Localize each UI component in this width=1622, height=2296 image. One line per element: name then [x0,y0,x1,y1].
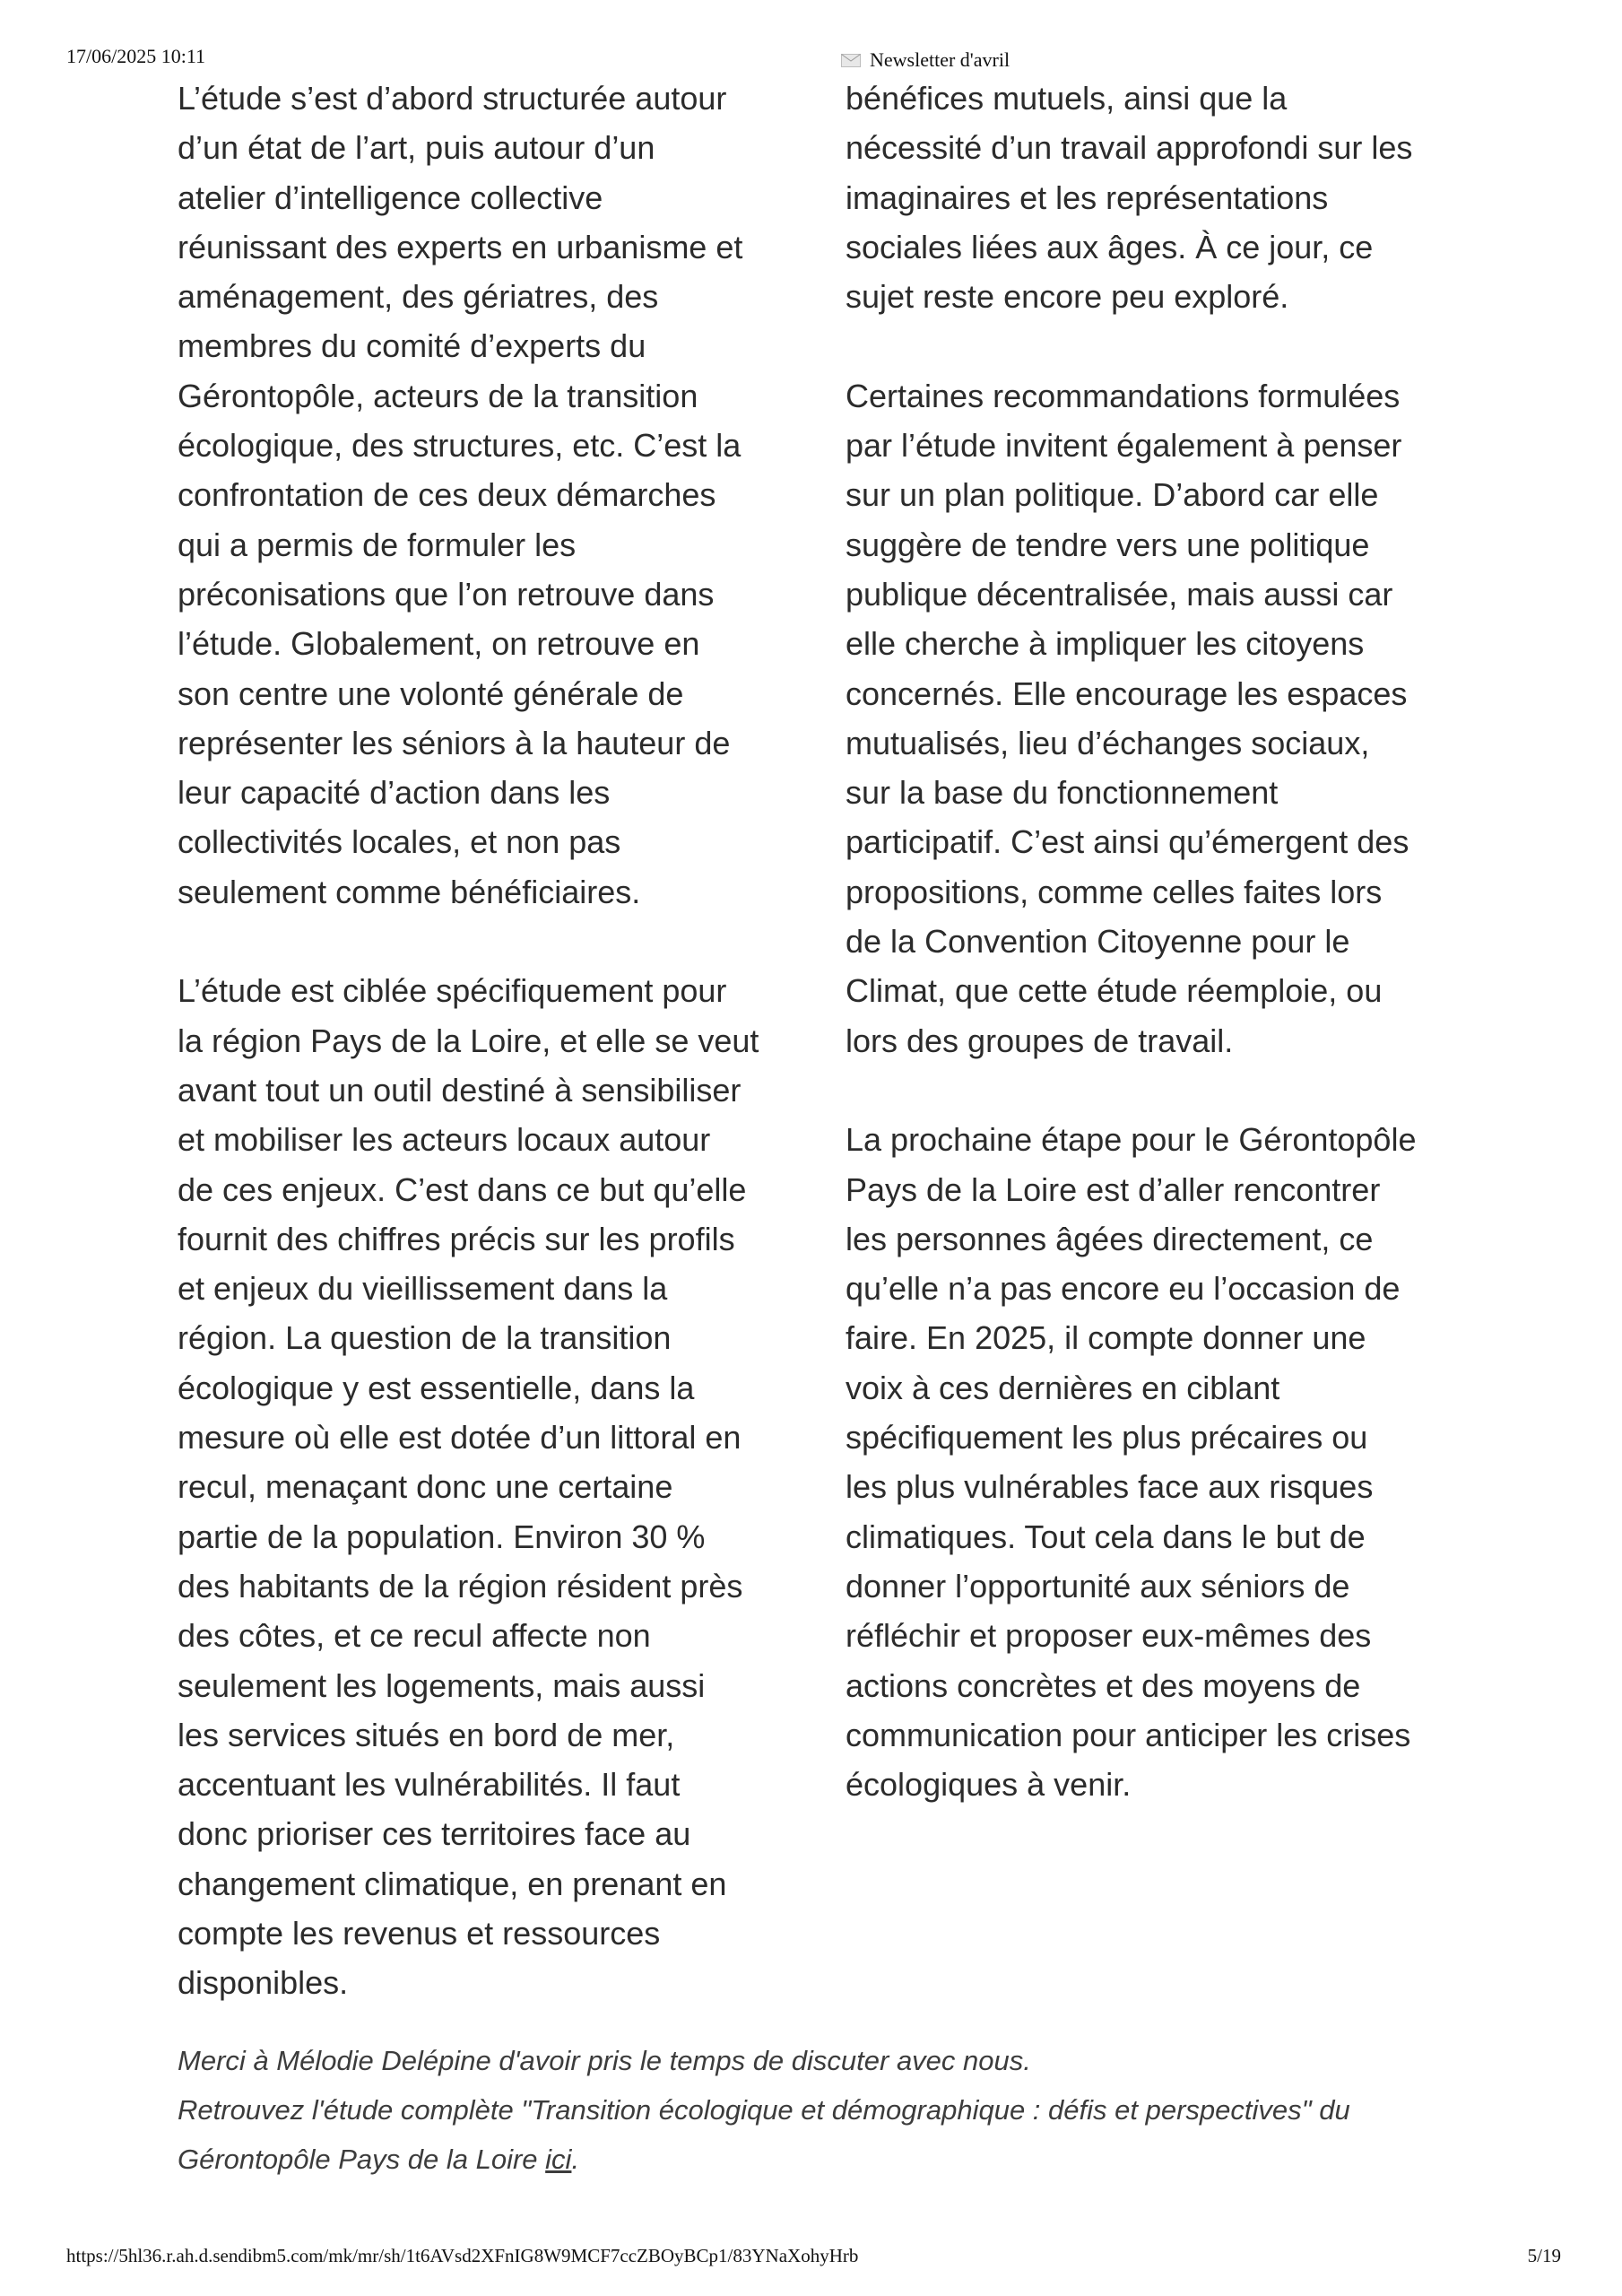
paragraph [178,966,805,2007]
text-line: sur un plan politique. D’abord car elle [846,476,1379,514]
article-column-left [178,74,805,2057]
text-line: faire. En 2025, il compte donner une [846,1319,1366,1357]
newsletter-title: Newsletter d'avril [870,48,1010,71]
text-line: changement climatique, en prenant en [178,1865,727,1902]
text-line: la région Pays de la Loire, et elle se veut [178,1022,759,1059]
study-line-prefix: Gérontopôle Pays de la Loire [178,2144,546,2175]
text-line: sociales liées aux âges. À ce jour, ce [846,228,1374,265]
text-line: concernés. Elle encourage les espaces [846,674,1408,712]
text-line: voix à ces dernières en ciblant [846,1369,1280,1406]
study-line: Retrouvez l'étude complète "Transition écologique et démographique : défis et perspectives" du [178,2094,1350,2126]
text-line: les personnes âgées directement, ce [846,1220,1374,1257]
print-footer-url: https://5hl36.r.ah.d.sendibm5.com/mk/mr/sh/1t6AVsd2XFnIG8W9MCF7ccZBOyBCp1/83YNaXohyHrb [66,2245,859,2266]
text-line: seulement les logements, mais aussi [178,1666,706,1704]
text-line: imaginaires et les représentations [846,178,1329,216]
text-line: région. La question de la transition [178,1319,672,1357]
text-line: actions concrètes et des moyens de [846,1666,1361,1704]
text-line: atelier d’intelligence collective [178,178,603,216]
text-line: confrontation de ces deux démarches [178,476,716,514]
text-line: suggère de tendre vers une politique [846,526,1370,563]
study-line-suffix: . [571,2144,580,2175]
text-line: mutualisés, lieu d’échanges sociaux, [846,724,1370,761]
paragraph [846,1115,1473,1809]
text-line: partie de la population. Environ 30 % [178,1518,706,1555]
text-line: qui a permis de formuler les [178,526,577,563]
text-line: seulement comme bénéficiaires. [178,873,641,910]
text-line: Gérontopôle, acteurs de la transition [178,377,698,414]
text-line: collectivités locales, et non pas [178,823,621,861]
thanks-line: Merci à Mélodie Delépine d'avoir pris le temps de discuter avec nous. [178,2045,1031,2076]
envelope-icon [841,54,861,67]
text-line: et enjeux du vieillissement dans la [178,1270,668,1308]
page-number: 5/19 [1527,2245,1561,2266]
text-line: lors des groupes de travail. [846,1022,1234,1059]
text-line: écologique y est essentielle, dans la [178,1369,695,1406]
text-line: et mobiliser les acteurs locaux autour [178,1121,711,1159]
text-line: leur capacité d’action dans les [178,774,611,812]
text-line: Climat, que cette étude réemploie, ou [846,972,1383,1010]
text-line: membres du comité d’experts du [178,327,646,365]
text-line: de la Convention Citoyenne pour le [846,923,1350,961]
text-line: mesure où elle est dotée d’un littoral en [178,1419,742,1457]
article-column-right [846,74,1473,1859]
text-line: fournit des chiffres précis sur les profils [178,1220,735,1257]
text-line: des côtes, et ce recul affecte non [178,1617,651,1655]
text-line: elle cherche à impliquer les citoyens [846,625,1365,663]
closing-note [178,2036,1478,2184]
text-line: avant tout un outil destiné à sensibiliser [178,1071,742,1109]
text-line: sujet reste encore peu exploré. [846,278,1289,316]
text-line: Pays de la Loire est d’aller rencontrer [846,1170,1381,1208]
text-line: L’étude est ciblée spécifiquement pour [178,972,727,1010]
text-line: réfléchir et proposer eux-mêmes des [846,1617,1372,1655]
paragraph [846,74,1473,321]
text-line: publique décentralisée, mais aussi car [846,575,1393,613]
text-line: les plus vulnérables face aux risques [846,1468,1374,1506]
print-header-date: 17/06/2025 10:11 [66,45,206,67]
study-line [178,2135,1478,2184]
paragraph [846,371,1473,1065]
text-line: bénéfices mutuels, ainsi que la [846,80,1288,117]
text-line: participatif. C’est ainsi qu’émergent des [846,823,1409,861]
text-line: de ces enjeux. C’est dans ce but qu’elle [178,1170,747,1208]
text-line: qu’elle n’a pas encore eu l’occasion de [846,1270,1401,1308]
text-line: disponibles. [178,1964,349,2002]
text-line: par l’étude invitent également à penser [846,427,1402,465]
text-line: écologique, des structures, etc. C’est la [178,427,742,465]
text-line: aménagement, des gériatres, des [178,278,659,316]
print-header-title [841,48,1010,72]
text-line: recul, menaçant donc une certaine [178,1468,673,1506]
text-line: L’étude s’est d’abord structurée autour [178,80,727,117]
text-line: Certaines recommandations formulées [846,377,1401,414]
study-link[interactable]: ici [545,2144,572,2175]
text-line: l’étude. Globalement, on retrouve en [178,625,700,663]
text-line: climatiques. Tout cela dans le but de [846,1518,1366,1555]
text-line: propositions, comme celles faites lors [846,873,1383,910]
text-line: réunissant des experts en urbanisme et [178,228,743,265]
paragraph [178,74,805,917]
text-line: compte les revenus et ressources [178,1914,661,1952]
text-line: donner l’opportunité aux séniors de [846,1567,1350,1605]
text-line: La prochaine étape pour le Gérontopôle [846,1121,1417,1159]
text-line: donc prioriser ces territoires face au [178,1815,691,1853]
text-line: préconisations que l’on retrouve dans [178,575,715,613]
text-line: son centre une volonté générale de [178,674,684,712]
text-line: sur la base du fonctionnement [846,774,1279,812]
text-line: représenter les séniors à la hauteur de [178,724,731,761]
text-line: communication pour anticiper les crises [846,1716,1411,1753]
text-line: nécessité d’un travail approfondi sur les [846,129,1413,167]
text-line: les services situés en bord de mer, [178,1716,675,1753]
text-line: des habitants de la région résident près [178,1567,743,1605]
text-line: accentuant les vulnérabilités. Il faut [178,1766,681,1804]
text-line: écologiques à venir. [846,1766,1132,1804]
text-line: spécifiquement les plus précaires ou [846,1419,1368,1457]
text-line: d’un état de l’art, puis autour d’un [178,129,655,167]
